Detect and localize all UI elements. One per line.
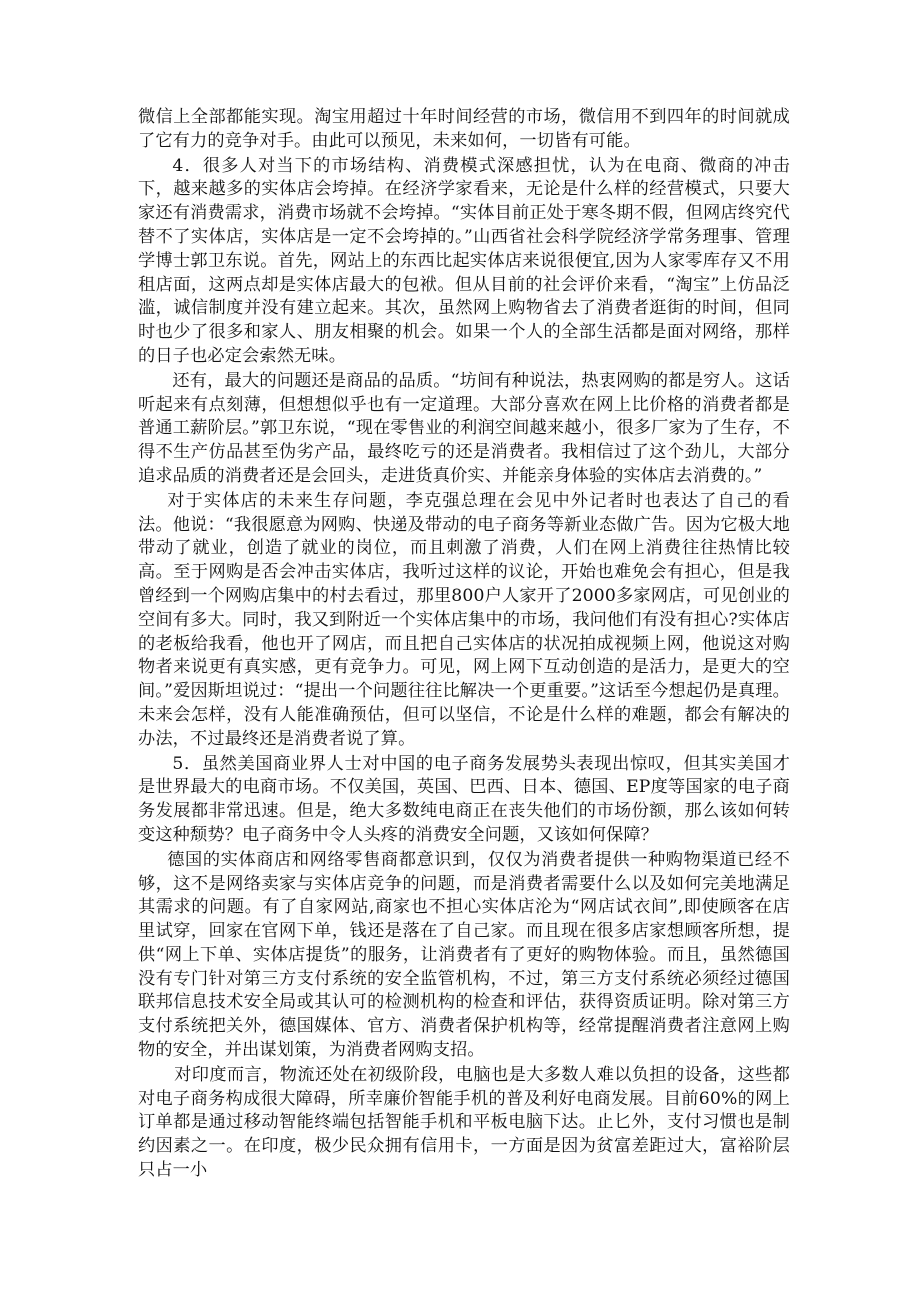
paragraph-premier-view: 对于实体店的未来生存问题，李克强总理在会见中外记者时也表达了自己的看法。他说：“我很愿意为网购、快递及带动的电子商务等新业态做广告。因为它极大地带动了就业，创造了就业的岗位，而且刺激了消费，人们在网上消费往往热情比较高。至于网购是否会冲击实体店，我听过这样的议论，开始也难免会有担心，但是我曾经到一个网购店集中的村去看过，那里800户人家开了2000多家网店，可见创业的空间有多大。同时，我又到附近一个实体店集中的市场，我问他们有没有担心?实体店的老板给我看，他也开了网店，而且把自己实体店的状况拍成视频上网，他说这对购物者来说更有真实感，更有竞争力。可见，网上网下互动创造的是活力，是更大的空间。”爱因斯坦说过：“提出一个问题往往比解决一个更重要。”这话至今想起仍是真理。未来会怎样，没有人能准确预估，但可以坚信，不论是什么样的难题，都会有解决的办法，不过最终还是消费者说了算。	[138, 490, 790, 749]
paragraph-germany: 德国的实体商店和网络零售商都意识到，仅仅为消费者提供一种购物渠道已经不够，这不是网络卖家与实体店竞争的问题，而是消费者需要什么以及如何完美地满足其需求的问题。有了自家网站,商家也不担心实体店沦为“网店试衣间”,即使顾客在店里试穿，回家在官网下单，钱还是落在了自己家。而且现在很多店家想顾客所想，提供“网上下单、实体店提货”的服务，让消费者有了更好的购物体验。而且，虽然德国没有专门针对第三方支付系统的安全监管机构，不过，第三方支付系统必须经过德国联邦信息技术安全局或其认可的检测机构的检查和评估，获得资质证明。除对第三方支付系统把关外，德国媒体、官方、消费者保护机构等，经常提醒消费者注意网上购物的安全，并出谋划策，为消费者网购支招。	[138, 849, 790, 1061]
paragraph-5-us-ecommerce: 5．虽然美国商业界人士对中国的电子商务发展势头表现出惊叹，但其实美国才是世界最大的电商市场。不仅美国，英国、巴西、日本、德国、EP度等国家的电子商务发展都非常迅速。但是，绝大多数纯电商正在丧失他们的市场份额，那么该如何转变这种颓势？电子商务中令人头疼的消费安全问题，又该如何保障？	[138, 753, 790, 845]
paragraph-4-physical-stores: 4．很多人对当下的市场结构、消费模式深感担忧，认为在电商、微商的冲击下，越来越多的实体店会垮掉。在经济学家看来，无论是什么样的经营模式，只要大家还有消费需求，消费市场就不会垮掉。“实体目前正处于寒冬期不假，但网店终究代替不了实体店，实体店是一定不会垮掉的。”山西省社会科学院经济学常务理事、管理学博士郭卫东说。首先，网站上的东西比起实体店来说很便宜,因为人家零库存又不用租店面，这两点却是实体店最大的包袱。但从目前的社会评价来看，“淘宝”上仿品泛滥，诚信制度并没有建立起来。其次，虽然网上购物省去了消费者逛街的时间，但同时也少了很多和家人、朋友相聚的机会。如果一个人的全部生活都是面对网络，那样的日子也必定会索然无味。	[138, 155, 790, 366]
paragraph-wechat-conclusion: 微信上全部都能实现。淘宝用超过十年时间经营的市场，微信用不到四年的时间就成了它有力的竞争对手。由此可以预见，未来如何，一切皆有可能。	[138, 107, 790, 151]
paragraph-india: 对印度而言，物流还处在初级阶段，电脑也是大多数人难以负担的设备，这些都对电子商务构成很大障碍，所幸廉价智能手机的普及利好电商发展。目前60%的网上订单都是通过移动智能终端包括智能手机和平板电脑下达。止匕外，支付习惯也是制约因素之一。在印度，极少民众拥有信用卡，一方面是因为贫富差距过大，富裕阶层只占一小	[138, 1064, 790, 1181]
document-page	[138, 106, 790, 1183]
paragraph-product-quality: 还有，最大的问题还是商品的品质。“坊间有种说法，热衷网购的都是穷人。这话听起来有点刻薄，但想想似乎也有一定道理。大部分喜欢在网上比价格的消费者都是普通工薪阶层。”郭卫东说，“现在零售业的利润空间越来越小，很多厂家为了生存，不得不生产仿品甚至伪劣产品，最终吃亏的还是消费者。我相信过了这个劲儿，大部分追求品质的消费者还是会回头，走进货真价实、并能亲身体验的实体店去消费的。”	[138, 370, 790, 486]
